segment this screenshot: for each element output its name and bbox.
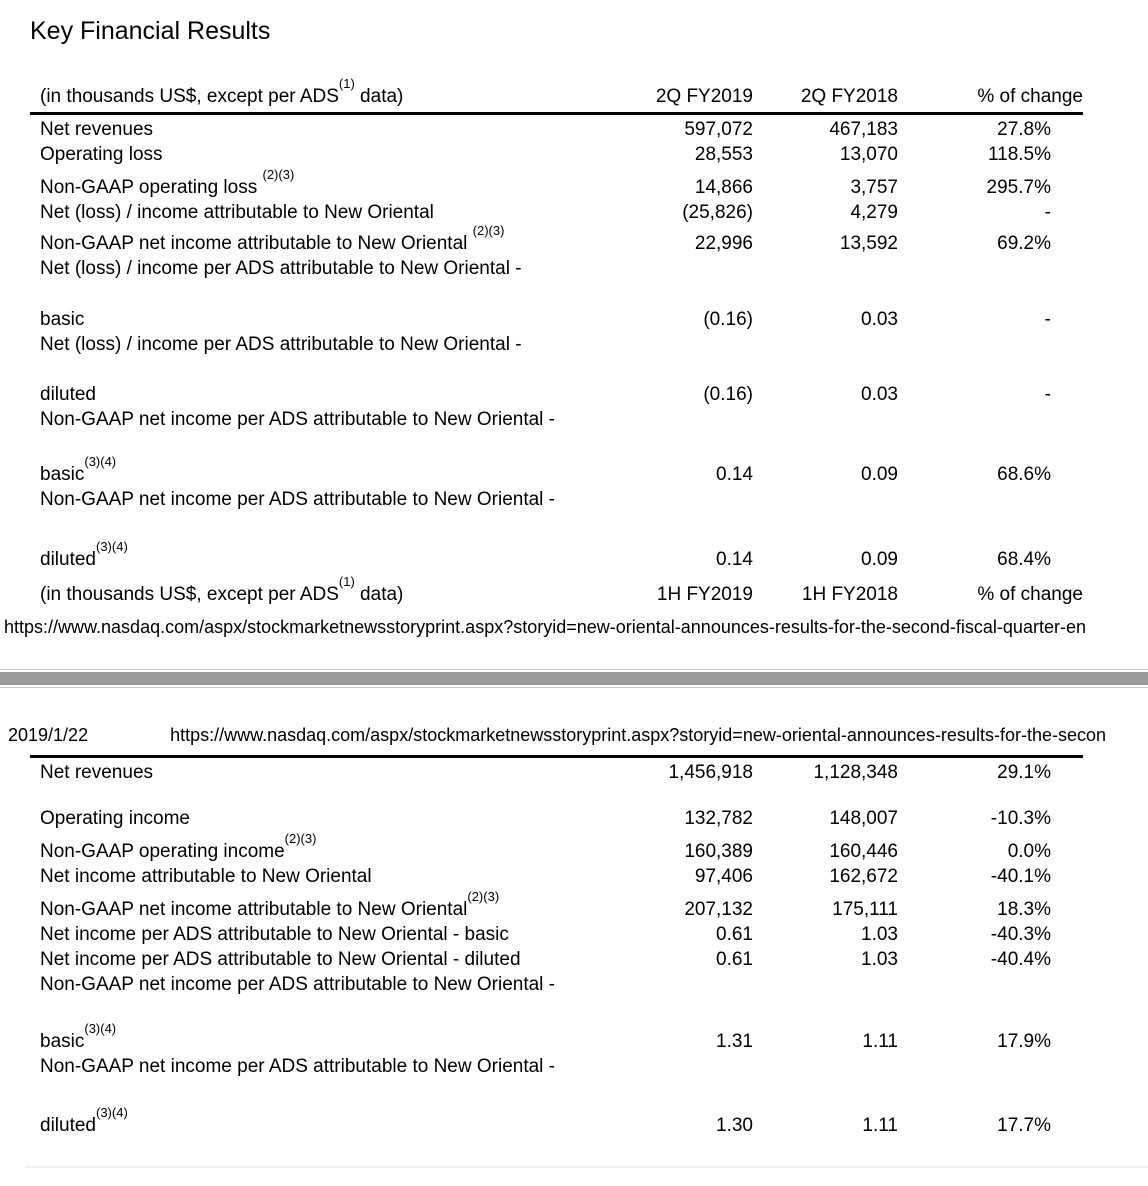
footnote-ref: (2)(3) [472,222,505,238]
table-row [30,142,1083,167]
row-label: Non-GAAP operating income$^{(2)(3)}$ [40,830,317,862]
table-row [30,487,1083,512]
row-label: Operating loss [40,144,163,165]
value-cell: 18.3% [997,899,1051,920]
value-cell: 97,406 [694,866,753,887]
value-cell: 0.14 [716,549,753,570]
row-label: Net income attributable to New Oriental [40,866,372,887]
table-row [30,888,1083,922]
value-cell: - [1044,384,1051,405]
value-cell: -40.1% [990,866,1051,887]
footnote-ref: (3)(4) [84,1020,117,1036]
column-header-3: % of change [977,584,1083,605]
footnote-ref: (2)(3) [467,888,500,904]
table-row [30,1104,1083,1138]
row-label: diluted [40,384,96,405]
bottom-partial-rule [25,1166,1148,1168]
value-cell: 13,592 [839,233,898,254]
value-cell: 467,183 [829,119,898,140]
print-date: 2019/1/22 [8,725,89,745]
value-cell: 29.1% [997,762,1051,783]
value-cell: 0.61 [716,949,753,970]
footnote-ref: (1) [338,573,355,589]
row-label: Operating income [40,808,190,829]
footnote-ref: (1) [338,75,355,91]
table-row [30,200,1083,225]
table-row [30,117,1083,142]
table-header-row [30,75,1083,115]
column-header-3: % of change [977,86,1083,107]
table-row [30,538,1083,572]
value-cell: (0.16) [703,309,753,330]
table-row [30,382,1083,407]
table-row [30,1054,1083,1079]
table-top-rule [30,755,1083,758]
row-label: Net (loss) / income per ADS attributable to New Oriental - [40,258,522,279]
table-row [30,256,1083,281]
print-header-url: https://www.nasdaq.com/aspx/stockmarketnewsstoryprint.aspx?storyid=new-oriental-announces-results-for-the-secon [170,725,1106,745]
row-label: Non-GAAP net income attributable to New Oriental $^{(2)(3)}$ [40,222,505,254]
value-cell: 1.30 [716,1115,753,1136]
row-label: Non-GAAP net income per ADS attributable to New Oriental - [40,1056,556,1077]
value-cell: 3,757 [850,177,898,198]
value-cell: -10.3% [990,808,1051,829]
value-cell: 1.03 [861,924,898,945]
value-cell: 0.03 [861,309,898,330]
value-cell: 597,072 [684,119,753,140]
value-cell: -40.3% [990,924,1051,945]
value-cell: 148,007 [829,808,898,829]
table-row [30,1020,1083,1054]
table-row [30,222,1083,256]
value-cell: 295.7% [986,177,1051,198]
value-cell: 1.11 [862,1031,898,1052]
print-header [8,724,1148,747]
value-cell: 13,070 [839,144,898,165]
value-cell: 69.2% [997,233,1051,254]
footnote-ref: (2)(3) [262,166,295,182]
table-row [30,806,1083,831]
row-label: Non-GAAP operating loss $^{(2)(3)}$ [40,166,295,198]
column-header-1: 2Q FY2019 [655,86,753,107]
value-cell: 207,132 [684,899,753,920]
table-row [30,864,1083,889]
value-cell: 1,456,918 [668,762,753,783]
value-cell: 0.61 [716,924,753,945]
value-cell: 68.6% [997,464,1051,485]
page-break-band-fill [0,672,1148,685]
row-label: Net (loss) / income attributable to New Oriental [40,202,434,223]
table-row [30,760,1083,785]
value-cell: 68.4% [997,549,1051,570]
footnote-ref: (3)(4) [84,453,117,469]
value-cell: 27.8% [997,119,1051,140]
value-cell: 160,389 [684,841,753,862]
row-label: diluted$^{(3)(4)}$ [40,538,128,570]
value-cell: 132,782 [684,808,753,829]
table-row [30,947,1083,972]
financial-table-quarter [30,75,1083,607]
value-cell: 1.03 [861,949,898,970]
table-row [30,307,1083,332]
value-cell: 1,128,348 [813,762,898,783]
value-cell: 0.0% [1007,841,1051,862]
value-cell: 1.11 [862,1115,898,1136]
column-header-2: 2Q FY2018 [800,86,898,107]
row-label: Non-GAAP net income attributable to New Oriental$^{(2)(3)}$ [40,888,500,920]
page-title: Key Financial Results [30,17,271,45]
table-caption: (in thousands US$, except per ADS$^{(1)}$ data) [40,573,404,605]
value-cell: 4,279 [850,202,898,223]
row-label: basic [40,309,85,330]
table-row [30,830,1083,864]
row-label: Non-GAAP net income per ADS attributable to New Oriental - [40,409,556,430]
caption-text: (in thousands US$, except per ADS [40,86,339,107]
row-label: Net income per ADS attributable to New Oriental - diluted [40,949,521,970]
value-cell: -40.4% [990,949,1051,970]
value-cell: 0.14 [716,464,753,485]
table-header-row-1h [30,573,1083,607]
value-cell: (25,826) [682,202,753,223]
value-cell: 0.09 [861,549,898,570]
row-label: basic$^{(3)(4)}$ [40,453,117,485]
value-cell: 14,866 [694,177,753,198]
row-label: Net revenues [40,119,154,140]
table-row [30,407,1083,432]
table-row [30,972,1083,997]
column-header-2: 1H FY2018 [801,584,898,605]
row-label: Net revenues [40,762,154,783]
row-label: Non-GAAP net income per ADS attributable to New Oriental - [40,974,556,995]
value-cell: 17.9% [997,1031,1051,1052]
row-label: basic$^{(3)(4)}$ [40,1020,117,1052]
table-row [30,332,1083,357]
value-cell: 22,996 [694,233,753,254]
row-label: Non-GAAP net income per ADS attributable to New Oriental - [40,489,556,510]
value-cell: 1.31 [716,1031,753,1052]
table-row [30,922,1083,947]
value-cell: 28,553 [694,144,753,165]
caption-text-after: data) [354,86,404,107]
value-cell: 0.03 [861,384,898,405]
value-cell: (0.16) [703,384,753,405]
financial-table-halfyear [30,760,1083,1138]
value-cell: 118.5% [987,144,1051,165]
footnote-ref: (3)(4) [96,1104,128,1120]
value-cell: 162,672 [829,866,898,887]
row-label: Net income per ADS attributable to New Oriental - basic [40,924,509,945]
value-cell: 175,111 [832,899,898,920]
row-label: diluted$^{(3)(4)}$ [40,1104,128,1136]
footnote-ref: (3)(4) [96,538,128,554]
value-cell: 17.7% [997,1115,1051,1136]
value-cell: 160,446 [829,841,898,862]
page-break-band [0,669,1148,688]
footnote-ref: (2)(3) [284,830,317,846]
table-caption [30,75,608,109]
value-cell: - [1044,309,1051,330]
value-cell: - [1044,202,1051,223]
value-cell: 0.09 [861,464,898,485]
row-label: Net (loss) / income per ADS attributable to New Oriental - [40,334,522,355]
table-row [30,166,1083,200]
column-header-1: 1H FY2019 [656,584,753,605]
print-footer-url: https://www.nasdaq.com/aspx/stockmarketnewsstoryprint.aspx?storyid=new-oriental-announces-results-for-the-second-fiscal-quarter-en [4,617,1086,637]
table-row [30,453,1083,487]
